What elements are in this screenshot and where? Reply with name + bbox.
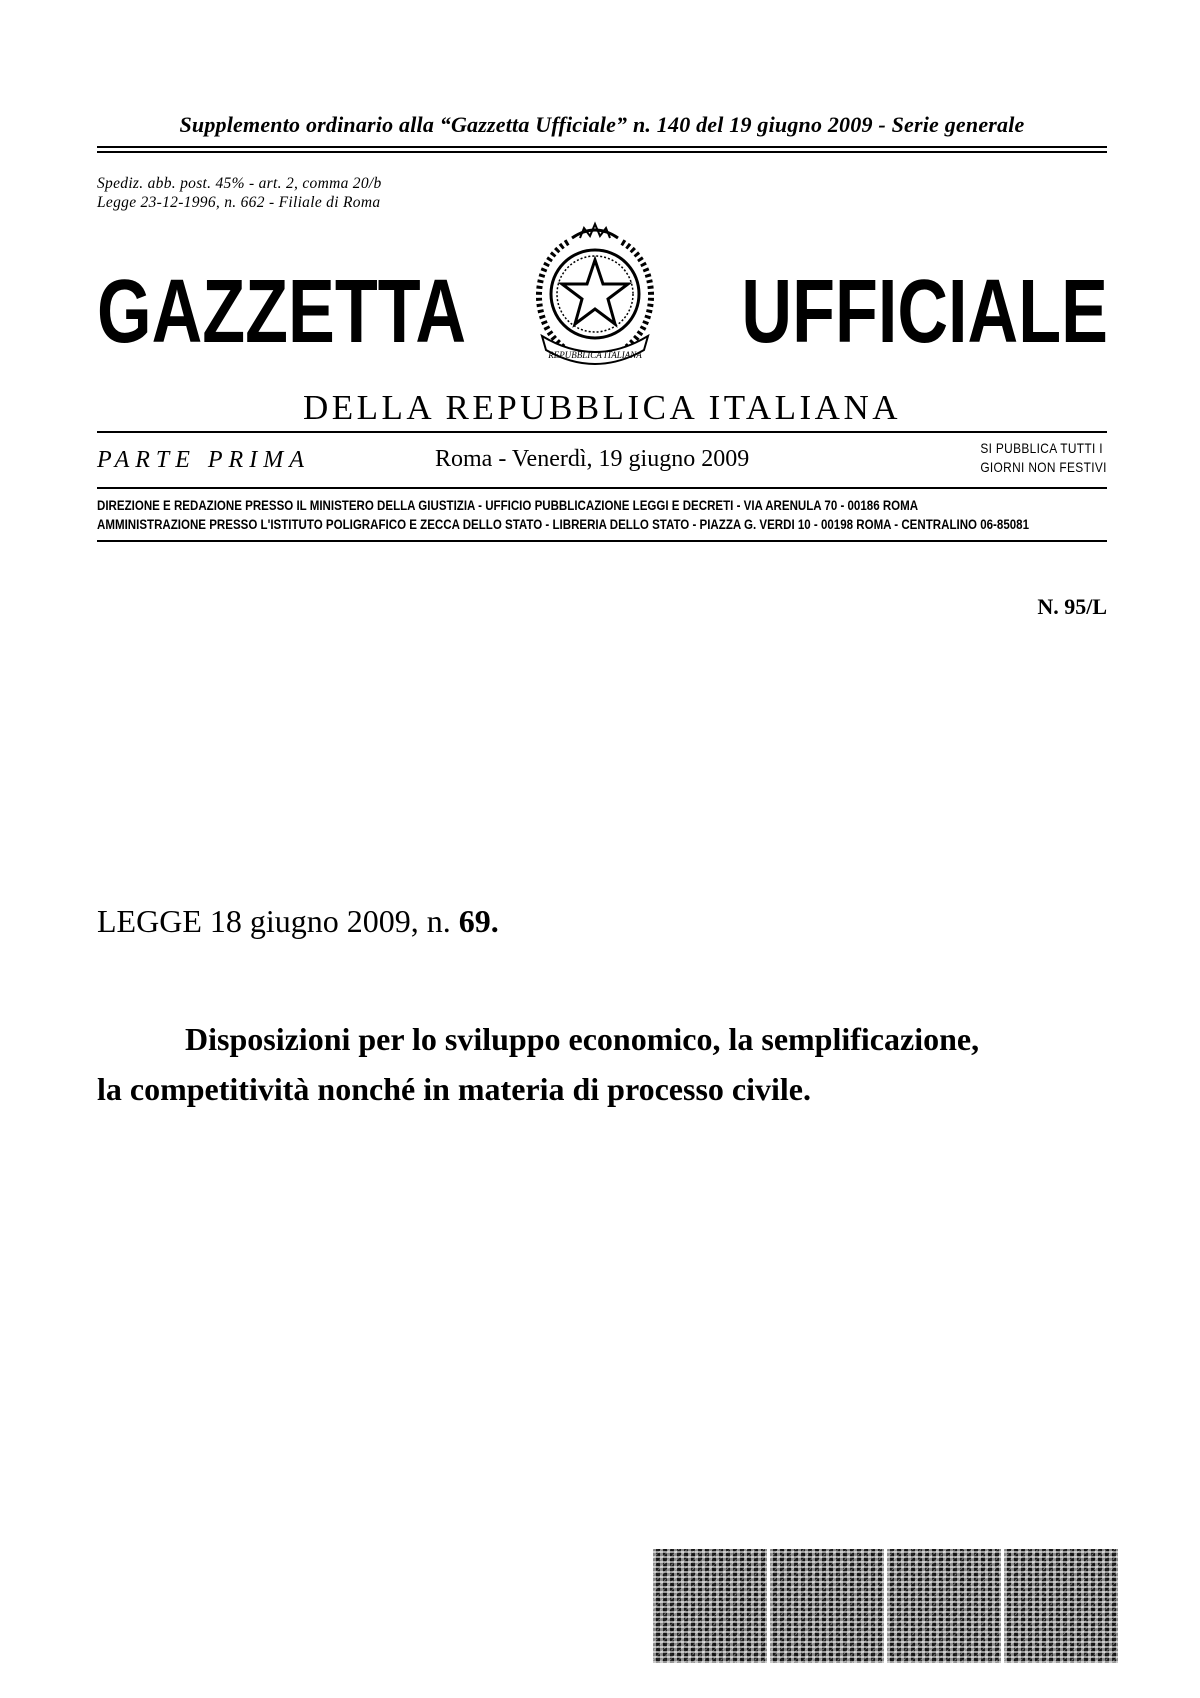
barcode-block [770,1549,884,1663]
publication-note-line-1: SI PUBBLICA TUTTI I [980,440,1104,456]
republic-emblem-icon [520,218,670,376]
supplement-line: Supplemento ordinario alla “Gazzetta Ufficiale” n. 140 del 19 giugno 2009 - Serie generale [179,112,1025,137]
law-prefix: LEGGE 18 giugno 2009, n. [97,903,451,939]
part-label: PARTE PRIMA [97,447,310,473]
emblem-ribbon-text: REPUBBLICA ITALIANA [548,350,642,360]
info-bar-rule [97,487,1107,489]
barcode-block [887,1549,1001,1663]
postal-line-2: Legge 23-12-1996, n. 662 - Filiale di Roma [97,194,381,211]
publication-note-line-2: GIORNI NON FESTIVI [980,459,1107,475]
issue-date: Roma - Venerdì, 19 giugno 2009 [435,446,750,472]
address-line-2: AMMINISTRAZIONE PRESSO L'ISTITUTO POLIGRAFICO E ZECCA DELLO STATO - LIBRERIA DELLO STATO - PIAZZA G. VERDI 10 - 00198 ROMA - CENTRALINO 06-85081 [97,517,1030,532]
subtitle-rule [97,431,1107,433]
issue-number: N. 95/L [1037,594,1107,619]
masthead-title-left: GAZZETTA [97,262,467,362]
publication-note [981,439,1107,477]
postal-line-1: Spediz. abb. post. 45% - art. 2, comma 20/b [97,175,382,192]
law-title-line-1: Disposizioni per lo sviluppo economico, la semplificazione, [185,1021,980,1057]
law-reference [97,903,499,940]
postal-info [97,174,382,212]
barcode-block [653,1549,767,1663]
law-title-line-2: la competitività nonché in materia di processo civile. [97,1071,811,1107]
masthead-subtitle: DELLA REPUBBLICA ITALIANA [302,388,901,427]
masthead-title-right: UFFICIALE [741,262,1108,362]
law-title [97,1014,1107,1114]
address-line-1: DIREZIONE E REDAZIONE PRESSO IL MINISTERO DELLA GIUSTIZIA - UFFICIO PUBBLICAZIONE LEGGI E DECRETI - VIA ARENULA 70 - 00186 ROMA [97,498,919,513]
law-number: 69. [458,903,499,939]
header-double-rule [97,146,1107,153]
address-rule [97,540,1107,542]
barcode-block [1004,1549,1118,1663]
